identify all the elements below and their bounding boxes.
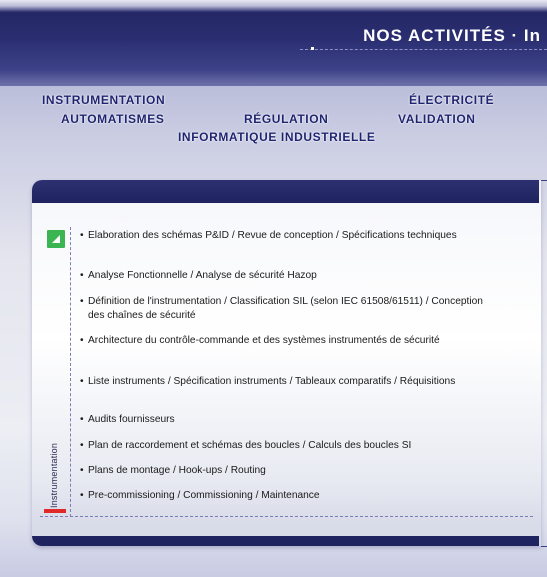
list-item — [80, 439, 500, 453]
list-item — [80, 229, 500, 243]
bullet: • — [80, 296, 84, 307]
activity-instrumentation[interactable]: INSTRUMENTATION — [42, 93, 166, 107]
bullet: • — [80, 440, 84, 451]
list-item-text: Liste instruments / Spécification instruments / Tableaux comparatifs / Réquisitions — [88, 376, 456, 387]
bullet: • — [80, 230, 84, 241]
bullet: • — [80, 335, 84, 346]
panel-edge-line-bottom — [541, 546, 547, 547]
bullet: • — [80, 414, 84, 425]
bullet: • — [80, 376, 84, 387]
panel-footer-bar — [32, 536, 539, 546]
list-item-text: Elaboration des schémas P&ID / Revue de conception / Spécifications techniques — [88, 230, 457, 241]
list-item-text: Plan de raccordement et schémas des boucles / Calculs des boucles SI — [88, 440, 412, 451]
section-marker — [44, 509, 66, 513]
bullet: • — [80, 270, 84, 281]
bullet: • — [80, 465, 84, 476]
section-label: Instrumentation — [49, 442, 59, 508]
activity-regulation[interactable]: RÉGULATION — [244, 112, 329, 126]
list-item-text: Audits fournisseurs — [88, 414, 175, 425]
list-item — [80, 489, 500, 503]
panel-edge-line-top — [541, 180, 547, 181]
page-title: NOS ACTIVITÉS · In — [363, 26, 541, 45]
list-item — [80, 295, 500, 323]
list-item-text: Architecture du contrôle-commande et des systèmes instrumentés de sécurité — [88, 335, 440, 346]
check-square-icon — [47, 230, 65, 248]
list-item-text: Plans de montage / Hook-ups / Routing — [88, 465, 266, 476]
list-item — [80, 464, 500, 478]
bullet: • — [80, 490, 84, 501]
list-item-text: Analyse Fonctionnelle / Analyse de sécurité Hazop — [88, 270, 317, 281]
activity-validation[interactable]: VALIDATION — [398, 112, 476, 126]
list-item — [80, 413, 500, 427]
activity-informatique-industrielle[interactable]: INFORMATIQUE INDUSTRIELLE — [178, 130, 376, 144]
activity-electricite[interactable]: ÉLECTRICITÉ — [409, 93, 495, 107]
title-underline — [300, 49, 547, 50]
list-item — [80, 375, 500, 389]
list-item-text: Définition de l'instrumentation / Classification SIL (selon IEC 61508/61511) / Conception des chaînes de sécurité — [88, 296, 483, 321]
list-item — [80, 269, 500, 283]
activity-automatismes[interactable]: AUTOMATISMES — [61, 112, 165, 126]
list-item-text: Pre-commissioning / Commissioning / Maintenance — [88, 490, 320, 501]
title-underline-dot — [311, 47, 314, 50]
horizontal-dashed-divider — [40, 516, 533, 517]
list-item — [80, 334, 500, 348]
vertical-dashed-divider — [70, 227, 71, 517]
panel-header-bar — [32, 180, 539, 203]
